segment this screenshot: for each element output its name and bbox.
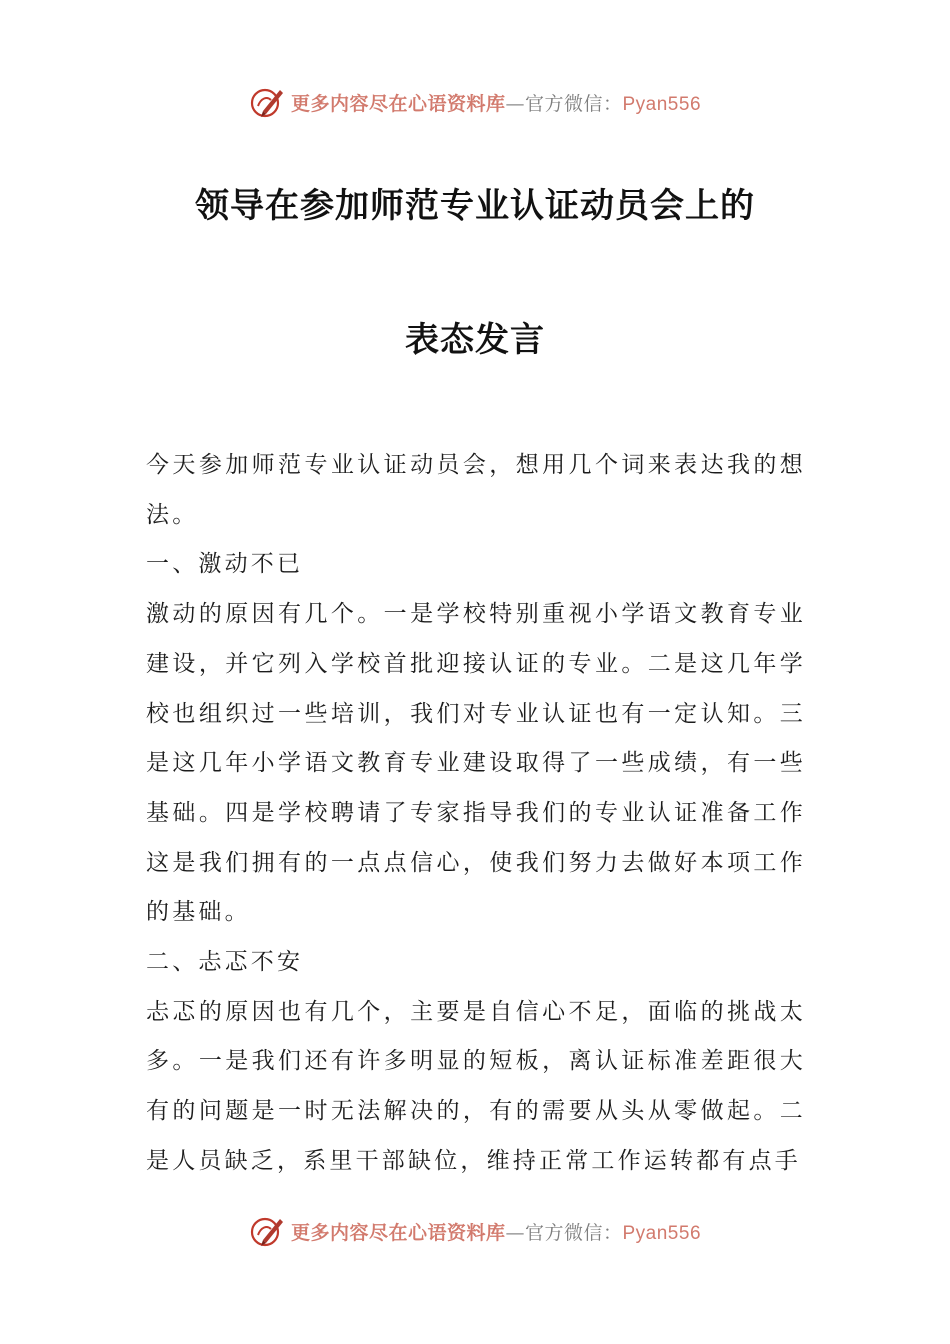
- watermark-label: 官方微信：: [524, 92, 623, 115]
- watermark-wechat-id: Pyan556: [622, 1222, 702, 1244]
- document-title-line-1: 领导在参加师范专业认证动员会上的: [195, 186, 755, 226]
- watermark-text: [291, 1218, 701, 1245]
- watermark-brand: 更多内容尽在心语资料库: [290, 92, 506, 115]
- watermark-text: [291, 89, 701, 116]
- watermark-dash: —: [505, 1221, 525, 1244]
- document-title-line-2: 表态发言: [405, 320, 545, 360]
- watermark-label: 官方微信：: [524, 1221, 623, 1244]
- paragraph-section-1: 激动的原因有几个。一是学校特别重视小学语文教育专业建设，并它列入学校首批迎接认证的专业。二是这几年学校也组织过一些培训，我们对专业认证也有一定认知。三是这几年小学语文教育专业建设取得了一些成绩，有一些基础。四是学校聘请了专家指导我们的专业认证准备工作这是我们拥有的一点点信心，使我们努力去做好本项工作的基础。: [146, 601, 806, 926]
- watermark-dash: —: [505, 92, 525, 115]
- header-watermark: [0, 82, 950, 122]
- section-heading-2: 二、忐忑不安: [146, 949, 304, 976]
- document-body: [146, 441, 806, 1187]
- footer-watermark: [0, 1211, 950, 1251]
- section-heading-1: 一、激动不已: [146, 551, 304, 578]
- paragraph-intro: 今天参加师范专业认证动员会，想用几个词来表达我的想法。: [146, 452, 806, 528]
- paragraph-section-2: 忐忑的原因也有几个，主要是自信心不足，面临的挑战太多。一是我们还有许多明显的短板，离认证标准差距很大有的问题是一时无法解决的，有的需要从头从零做起。二是人员缺乏，系里干部缺位，维持正常工作运转都有点手: [146, 998, 806, 1174]
- pen-seal-icon: [249, 84, 285, 120]
- watermark-brand: 更多内容尽在心语资料库: [290, 1221, 506, 1244]
- pen-seal-icon: [249, 1213, 285, 1249]
- watermark-wechat-id: Pyan556: [622, 93, 702, 115]
